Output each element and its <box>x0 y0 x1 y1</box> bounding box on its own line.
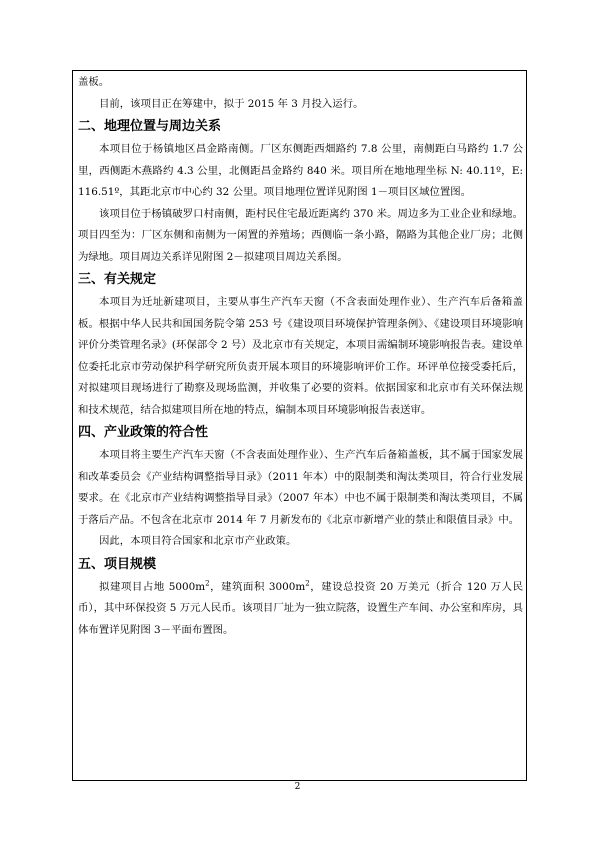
section-heading-regulations: 三、有关规定 <box>78 272 157 287</box>
paragraph-location-1: 本项目位于杨镇地区昌金路南侧。厂区东侧距西畑路约 7.8 公里，南侧距白马路约 1.7 公里，西侧距木燕路约 4.3 公里，北侧距昌金路约 840 米。项目所在地地理坐标 N: 40.11º，E: 116.51º，其距北京市中心约 32 公里。项目地理位置详见附图 1－项目区域位置图。 <box>78 143 523 198</box>
superscript-squared-2: 2 <box>305 579 310 588</box>
paragraph-policy-2: 因此，本项目符合国家和北京市产业政策。 <box>99 535 297 547</box>
section-heading-location: 二、地理位置与周边关系 <box>78 119 222 134</box>
paragraph-intro-0: 盖板。 <box>78 76 110 88</box>
superscript-squared-1: 2 <box>205 579 210 588</box>
paragraph-intro-1: 目前，该项目正在筹建中，拟于 2015 年 3 月投入运行。 <box>99 97 364 110</box>
page-number: 2 <box>294 782 301 792</box>
scale-text-c: ，建设总投资 20 万美元（折合 120 万人民币），其中环保投资 5 万元人民币。该项目厂址为一独立院落，设置生产车间、办公室和库房，具体布置详见附图 3－平面布置图。 <box>78 580 523 636</box>
paragraph-scale-1 <box>78 577 523 642</box>
document-body <box>78 72 523 641</box>
scale-text-a: 拟建项目占地 5000m <box>99 580 206 593</box>
paragraph-regulations-1: 本项目为迁址新建项目，主要从事生产汽车天窗（不含表面处理作业）、生产汽车后备箱盖板。根据中华人民共和国国务院令第 253 号《建设项目环境保护管理条例》、《建设项目环境影响评价分类管理名录》(环保部令 2 号）及北京市有关规定，本项目需编制环境影响报告表。建设单位委托北京市劳动保护科学研究所负责开展本项目的环境影响评价工作。环评单位接受委托后，对拟建项目现场进行了勘察及现场监测，并收集了必要的资料。依据国家和北京市有关环保法规和技术规范，结合拟建项目所在地的特点，编制本项目环境影响报告表送审。 <box>78 296 523 416</box>
section-heading-scale: 五、项目规模 <box>78 556 157 572</box>
scale-text-b: ，建筑面积 3000m <box>209 580 306 593</box>
paragraph-location-2: 该项目位于杨镇破罗口村南侧，距村民住宅最近距离约 370 米。周边多为工业企业和绿地。项目四至为：厂区东侧和南侧为一闲置的养殖场；西侧临一条小路，隔路为其他企业厂房；北侧为绿地。项目周边关系详见附图 2－拟建项目周边关系图。 <box>78 207 523 263</box>
paragraph-policy-1: 本项目将主要生产汽车天窗（不含表面处理作业）、生产汽车后备箱盖板，其不属于国家发展和改革委员会《产业结构调整指导目录》（2011 年本）中的限制类和淘汰类项目，符合行业发展要求。在《北京市产业结构调整指导目录》（2007 年本）中也不属于限制类和淘汰类项目，不属于落后产品。不包含在北京市 2014 年 7 月新发布的《北京市新增产业的禁止和限值目录》中。 <box>78 449 523 526</box>
section-heading-industry-policy: 四、产业政策的符合性 <box>78 425 209 440</box>
